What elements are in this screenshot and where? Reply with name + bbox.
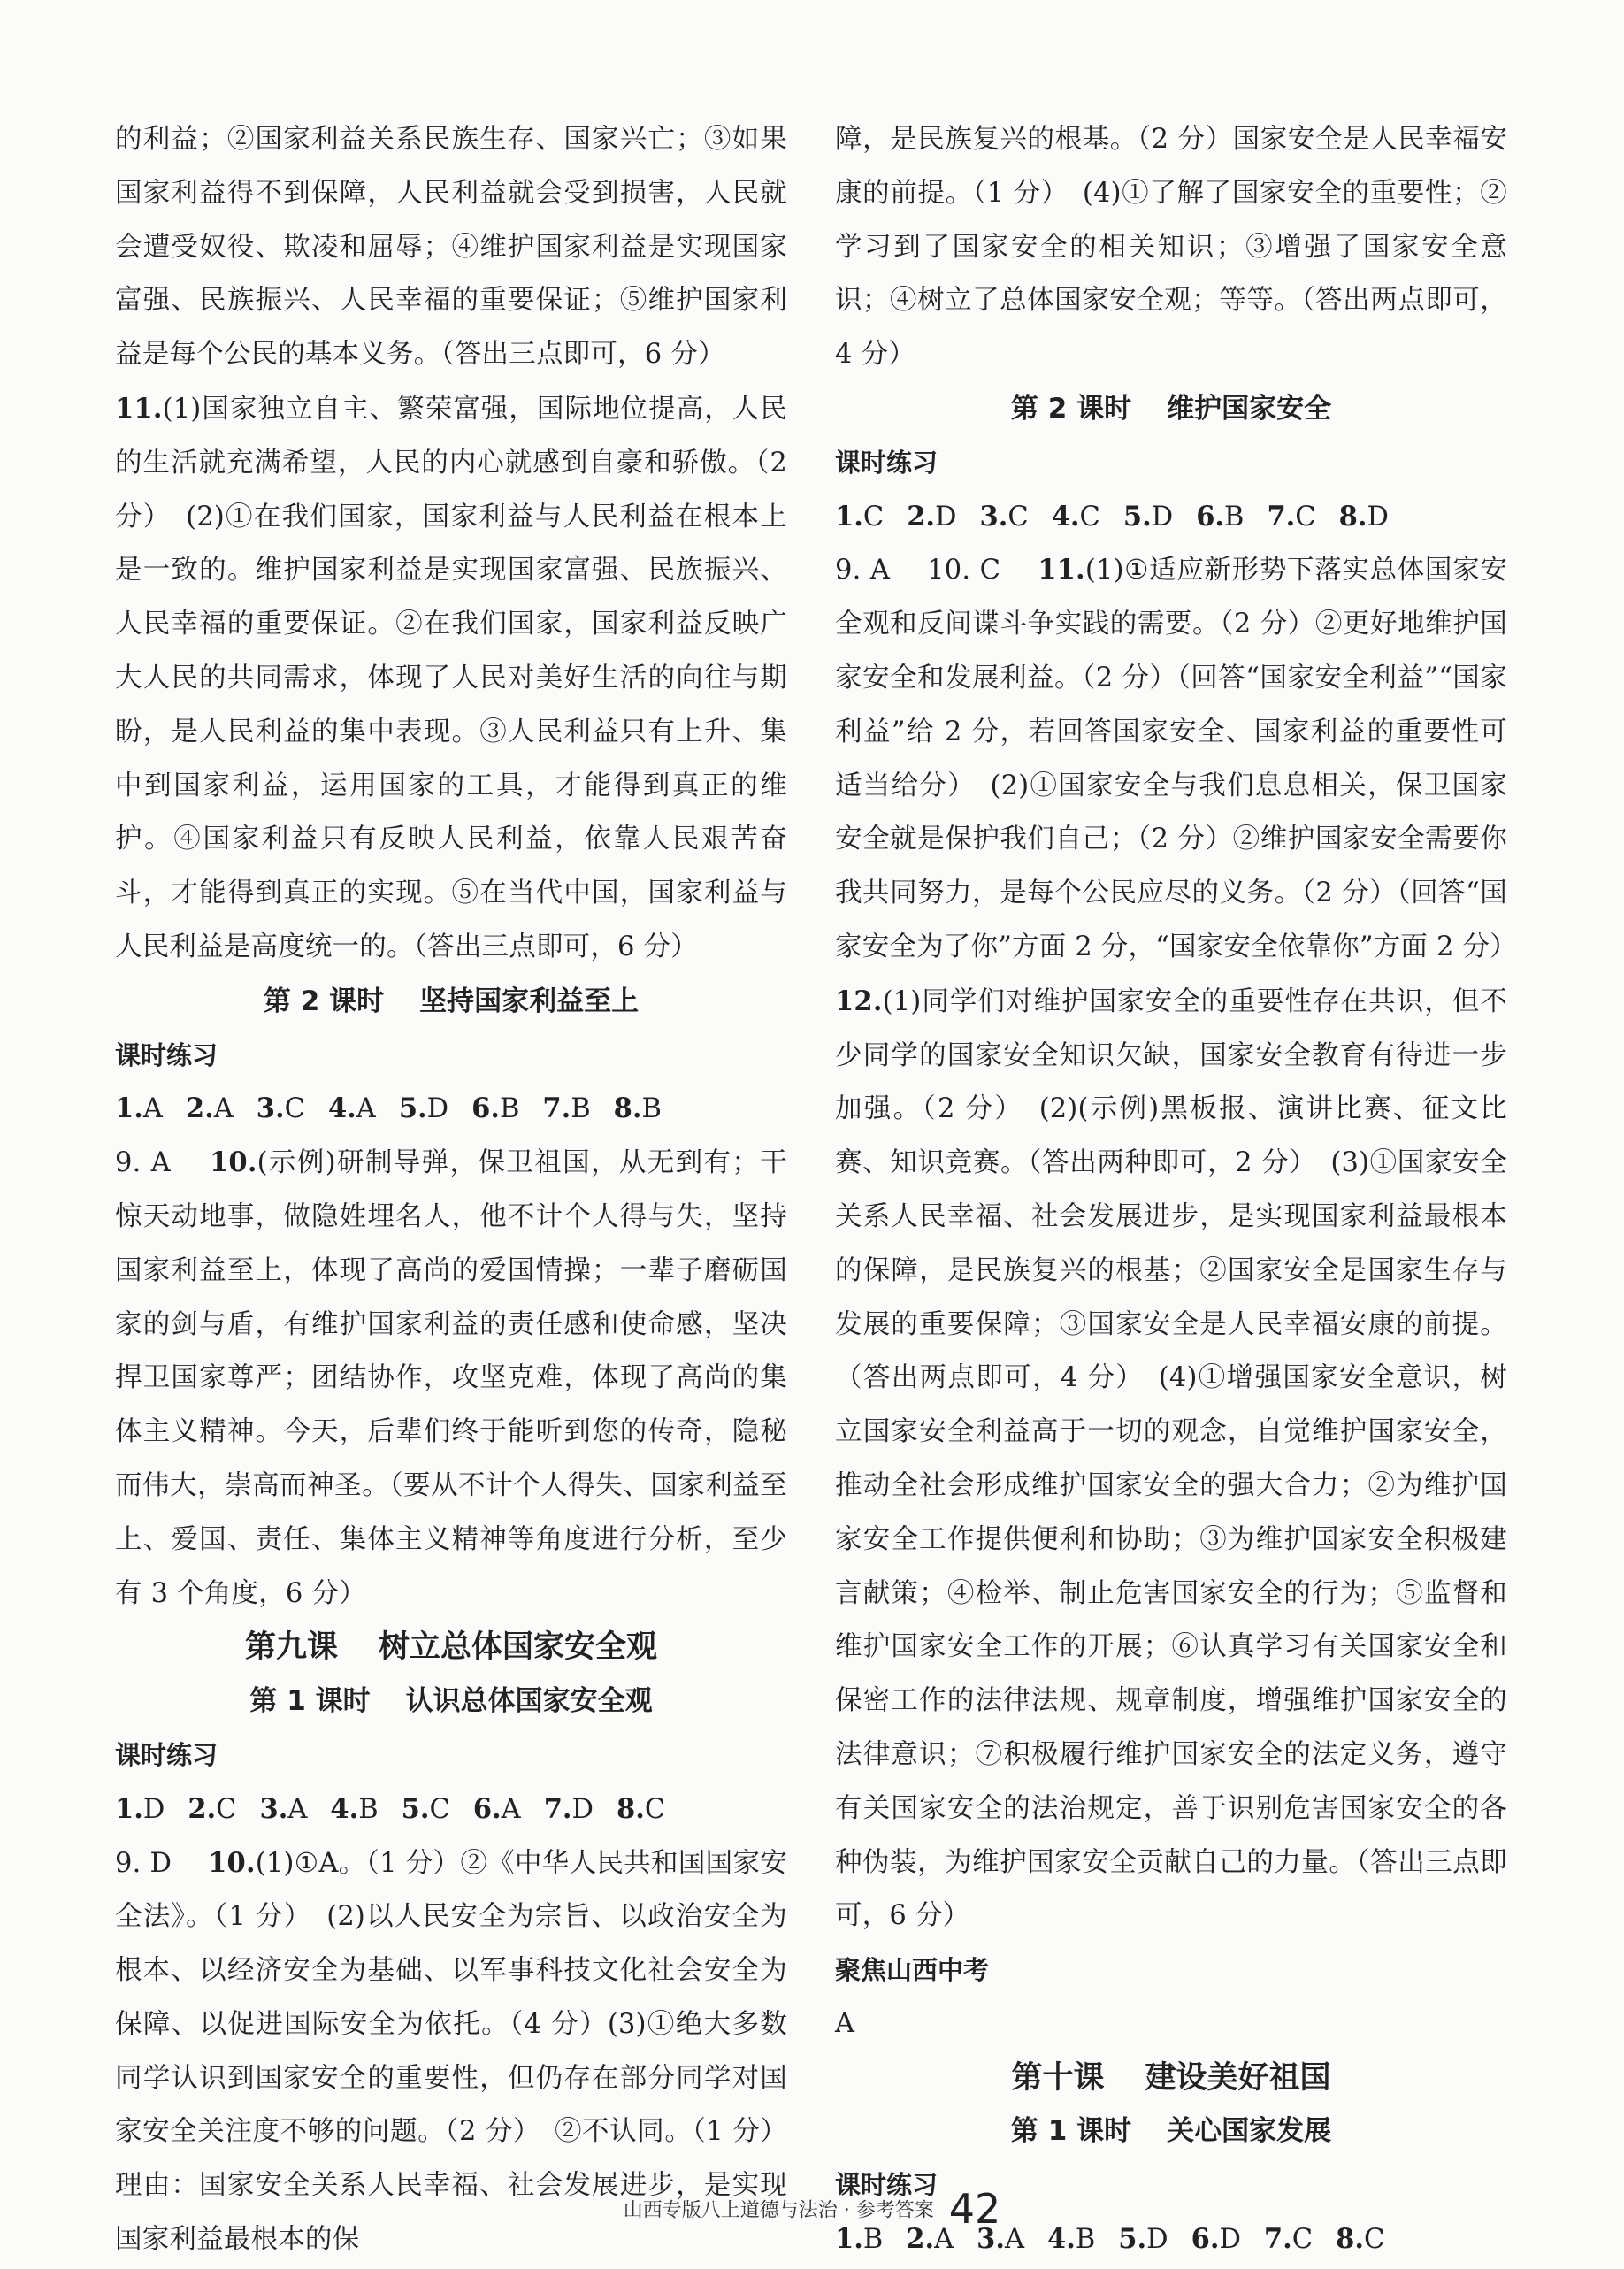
choice-answer bbox=[115, 1082, 163, 1137]
choice-number: 2. bbox=[185, 1092, 214, 1125]
unit-title bbox=[115, 1621, 787, 1675]
choice-letter: A bbox=[934, 2224, 954, 2256]
unit-name: 树立总体国家安全观 bbox=[379, 1629, 658, 1666]
choice-number: 7. bbox=[543, 1792, 572, 1825]
choice-letter: D bbox=[1367, 501, 1389, 533]
choice-number: 8. bbox=[617, 1792, 645, 1825]
choice-letter: C bbox=[644, 1793, 666, 1825]
choice-answer bbox=[1339, 490, 1389, 545]
lesson-number: 第 1 课时 bbox=[1010, 2115, 1132, 2148]
unit-number: 第十课 bbox=[1011, 2059, 1105, 2096]
page-number: 42 bbox=[948, 2185, 1001, 2233]
choice-answer bbox=[186, 1082, 234, 1137]
answer-q10 bbox=[115, 1136, 787, 1621]
choice-number: 3. bbox=[979, 500, 1008, 533]
lesson-number: 第 2 课时 bbox=[1010, 392, 1132, 425]
choice-letter: C bbox=[1079, 501, 1100, 533]
choice-number: 5. bbox=[398, 1092, 427, 1125]
choice-number: 6. bbox=[471, 1092, 500, 1125]
unit-number: 第九课 bbox=[244, 1629, 338, 1666]
choice-answer bbox=[1267, 490, 1315, 545]
choice-number: 2. bbox=[907, 500, 936, 533]
choice-answer bbox=[188, 1782, 236, 1837]
choice-number: 1. bbox=[115, 1792, 143, 1825]
choice-letter: D bbox=[1151, 501, 1174, 533]
choice-letter: C bbox=[429, 1793, 450, 1825]
choice-letter: A bbox=[1004, 2224, 1025, 2256]
answer-q9: 9. D bbox=[115, 1847, 172, 1879]
choice-number: 3. bbox=[256, 1092, 285, 1125]
choice-letter: B bbox=[641, 1093, 662, 1125]
answer-paragraph: 的利益；②国家利益关系民族生存、国家兴亡；③如果国家利益得不到保障，人民利益就会受到损害，人民就会遭受奴役、欺凌和屈辱；④维护国家利益是实现国家富强、民族振兴、人民幸福的重要保证；⑤维护国家利益是每个公民的基本义务。（答出三点即可，6 分） bbox=[115, 124, 787, 371]
choice-letter: B bbox=[1224, 501, 1245, 533]
answer-q10: 10. C bbox=[927, 555, 1001, 586]
answer-row bbox=[835, 490, 1507, 544]
choice-number: 4. bbox=[1051, 500, 1080, 533]
choice-number: 1. bbox=[115, 1092, 143, 1125]
choice-number: 3. bbox=[977, 2223, 1005, 2256]
right-column bbox=[835, 113, 1507, 2266]
choice-number: 2. bbox=[906, 2223, 935, 2256]
choice-letter: B bbox=[1075, 2224, 1096, 2256]
choice-number: 7. bbox=[1263, 2223, 1292, 2256]
answer-q9: 9. A bbox=[835, 555, 891, 586]
choice-number: 5. bbox=[1122, 500, 1152, 533]
lesson-title bbox=[115, 1675, 787, 1729]
choice-number: 8. bbox=[1336, 2223, 1364, 2256]
choice-answer bbox=[835, 490, 884, 545]
choice-answer bbox=[542, 1082, 590, 1137]
lesson-name: 认识总体国家安全观 bbox=[405, 1685, 653, 1718]
choice-letter: D bbox=[142, 1793, 165, 1825]
choice-number: 5. bbox=[1118, 2223, 1147, 2256]
choice-number: 1. bbox=[835, 2223, 863, 2256]
choice-letter: C bbox=[862, 501, 885, 533]
choice-letter: B bbox=[358, 1793, 379, 1825]
choice-number: 5. bbox=[401, 1792, 430, 1825]
answer-q11 bbox=[115, 382, 787, 975]
lesson-title bbox=[835, 382, 1507, 436]
left-column bbox=[115, 113, 787, 2267]
section-heading: 聚焦山西中考 bbox=[835, 1955, 990, 1986]
choice-letter: D bbox=[1219, 2224, 1241, 2256]
answer-text: (示例)研制导弹，保卫祖国，从无到有；干惊天动地事，做隐姓埋名人，他不计个人得与失，坚持国家利益至上，体现了高尚的爱国情操；一辈子磨砺国家的剑与盾，有维护国家利益的责任感和使命感，坚决捍卫国家尊严；团结协作，攻坚克难，体现了高尚的集体主义精神。今天，后辈们终于能听到您的传奇，隐秘而伟大，崇高而神圣。（要从不计个人得失、国家利益至上、爱国、责任、集体主义精神等角度进行分析，至少有 3 个角度，6 分） bbox=[115, 1147, 787, 1609]
choice-answer bbox=[402, 1782, 450, 1837]
choice-letter: D bbox=[1146, 2224, 1168, 2256]
choice-answer bbox=[330, 1782, 378, 1837]
choice-number: 4. bbox=[330, 1792, 359, 1825]
choice-answer bbox=[399, 1082, 448, 1137]
choice-letter: C bbox=[1007, 501, 1029, 533]
page-footer bbox=[0, 2185, 1624, 2238]
choice-answer bbox=[1196, 490, 1244, 545]
choice-number: 7. bbox=[1267, 500, 1296, 533]
choice-number: 6. bbox=[1196, 500, 1225, 533]
unit-title bbox=[835, 2051, 1507, 2105]
choice-number: 4. bbox=[1047, 2223, 1076, 2256]
choice-number: 1. bbox=[835, 500, 863, 533]
question-number: 10. bbox=[208, 1846, 256, 1879]
section-heading: 课时练习 bbox=[835, 447, 938, 478]
choice-letter: A bbox=[287, 1793, 308, 1825]
lesson-title bbox=[835, 2104, 1507, 2158]
choice-number: 6. bbox=[472, 1792, 502, 1825]
lesson-name: 关心国家发展 bbox=[1167, 2115, 1332, 2148]
answer-text: (1)国家独立自主、繁荣富强，国际地位提高，人民的生活就充满希望，人民的内心就感到自豪和骄傲。（2 分） (2)①在我们国家，国家利益与人民利益在根本上是一致的。维护国家利益是实现国家富强、民族振兴、人民幸福的重要保证。②在我们国家，国家利益反映广大人民的共同需求，体现了人民对美好生活的向往与期盼，是人民利益的集中表现。③人民利益只有上升、集中到国家利益，运用国家的工具，才能得到真正的维护。④国家利益只有反映人民利益，依靠人民艰苦奋斗，才能得到真正的实现。⑤在当代中国，国家利益与人民利益是高度统一的。（答出三点即可，6 分） bbox=[115, 393, 787, 962]
choice-letter: A bbox=[142, 1093, 163, 1125]
answer-text: (1)①适应新形势下落实总体国家安全观和反间谍斗争实践的需要。（2 分）②更好地维护国家安全和发展利益。（2 分）（回答“国家安全利益”“国家利益”给 2 分，若回答国家安全、国家利益的重要性可适当给分） (2)①国家安全与我们息息相关，保卫国家安全就是保护我们自己；（2 分）②维护国家安全需要你我共同努力，是每个公民应尽的义务。（2 分）（回答“国家安全为了你”方面 2 分，“国家安全依靠你”方面 2 分） bbox=[835, 555, 1507, 962]
footer-text: 山西专版八上道德与法治 · 参考答案 bbox=[623, 2199, 934, 2222]
choice-letter: C bbox=[284, 1093, 305, 1125]
lesson-title bbox=[115, 975, 787, 1029]
choice-answer bbox=[614, 1082, 662, 1137]
lesson-name: 坚持国家利益至上 bbox=[419, 985, 640, 1017]
choice-letter: C bbox=[1363, 2224, 1385, 2256]
choice-answer bbox=[1123, 490, 1173, 545]
choice-letter: B bbox=[862, 2224, 884, 2256]
choice-letter: C bbox=[1295, 501, 1316, 533]
choice-letter: C bbox=[216, 1793, 237, 1825]
question-number: 10. bbox=[209, 1146, 257, 1179]
answer-row bbox=[115, 1782, 787, 1836]
answer-text: (1)①A。（1 分）②《中华人民共和国国家安全法》。（1 分） (2)以人民安全为宗旨、以政治安全为根本、以经济安全为基础、以军事科技文化社会安全为保障、以促进国际安全为依托。（4 分）(3)①绝大多数同学认识到国家安全的重要性，但仍存在部分同学对国家安全关注度不够的问题。（2 分） ②不认同。（1 分）理由：国家安全关系人民幸福、社会发展进步，是实现国家利益最根本的保 bbox=[115, 1847, 787, 2256]
choice-answer bbox=[1052, 490, 1100, 545]
choice-answer bbox=[260, 1782, 308, 1837]
choice-letter: A bbox=[501, 1793, 521, 1825]
choice-answer bbox=[471, 1082, 519, 1137]
choice-answer bbox=[617, 1782, 665, 1837]
choice-number: 4. bbox=[327, 1092, 356, 1125]
section-heading: 课时练习 bbox=[115, 1739, 218, 1770]
question-number: 11. bbox=[1038, 554, 1085, 586]
choice-number: 3. bbox=[259, 1792, 288, 1825]
answer-text: (1)同学们对维护国家安全的重要性存在共识，但不少同学的国家安全知识欠缺，国家安全教育有待进一步加强。（2 分） (2)(示例)黑板报、演讲比赛、征文比赛、知识竞赛。（答出两种即可，2 分） (3)①国家安全关系人民幸福、社会发展进步，是实现国家利益最根本的保障，是民族复兴的根基；②国家安全是国家生存与发展的重要保障；③国家安全是人民幸福安康的前提。（答出两点即可，4 分） (4)①增强国家安全意识，树立国家安全利益高于一切的观念，自觉维护国家安全，推动全社会形成维护国家安全的强大合力；②为维护国家安全工作提供便利和协助；③为维护国家安全积极建言献策；④检举、制止危害国家安全的行为；⑤监督和维护国家安全工作的开展；⑥认真学习有关国家安全和保密工作的法律法规、规章制度，增强维护国家安全的法律意识；⑦积极履行维护国家安全的法定义务，遵守有关国家安全的法治规定，善于识别危害国家安全的各种伪装，为维护国家安全贡献自己的力量。（答出三点即可，6 分） bbox=[835, 985, 1507, 1932]
choice-letter: B bbox=[499, 1093, 520, 1125]
focus-answer: A bbox=[835, 2007, 855, 2039]
section-heading: 课时练习 bbox=[115, 1039, 218, 1070]
choice-letter: C bbox=[1291, 2224, 1314, 2256]
choice-letter: D bbox=[426, 1093, 449, 1125]
choice-number: 2. bbox=[188, 1792, 217, 1825]
choice-answer bbox=[328, 1082, 376, 1137]
choice-answer bbox=[907, 490, 956, 545]
choice-answer bbox=[115, 1782, 165, 1837]
unit-name: 建设美好祖国 bbox=[1145, 2059, 1331, 2096]
choice-letter: A bbox=[213, 1093, 234, 1125]
answer-row bbox=[115, 1082, 787, 1136]
choice-number: 6. bbox=[1191, 2223, 1220, 2256]
choice-letter: B bbox=[571, 1093, 591, 1125]
choice-letter: A bbox=[356, 1093, 376, 1125]
choice-answer bbox=[257, 1082, 305, 1137]
question-number: 11. bbox=[115, 392, 163, 425]
lesson-name: 维护国家安全 bbox=[1167, 392, 1332, 425]
section-heading: 课时练习 bbox=[835, 2170, 938, 2201]
answer-q9: 9. A bbox=[115, 1147, 171, 1179]
choice-letter: D bbox=[935, 501, 957, 533]
choice-answer bbox=[473, 1782, 521, 1837]
answer-paragraph: 障，是民族复兴的根基。（2 分）国家安全是人民幸福安康的前提。（1 分） (4)①了解了国家安全的重要性；②学习到了国家安全的相关知识；③增强了国家安全意识；④树立了总体国家安全观；等等。（答出两点即可，4 分） bbox=[835, 124, 1507, 371]
choice-number: 8. bbox=[1338, 500, 1367, 533]
answer-q11 bbox=[835, 543, 1507, 1943]
lesson-number: 第 2 课时 bbox=[263, 985, 385, 1017]
choice-answer bbox=[544, 1782, 594, 1837]
question-number: 12. bbox=[835, 985, 883, 1017]
choice-answer bbox=[980, 490, 1029, 545]
choice-number: 8. bbox=[613, 1092, 642, 1125]
lesson-number: 第 1 课时 bbox=[249, 1685, 371, 1718]
choice-number: 7. bbox=[542, 1092, 571, 1125]
choice-letter: D bbox=[571, 1793, 594, 1825]
